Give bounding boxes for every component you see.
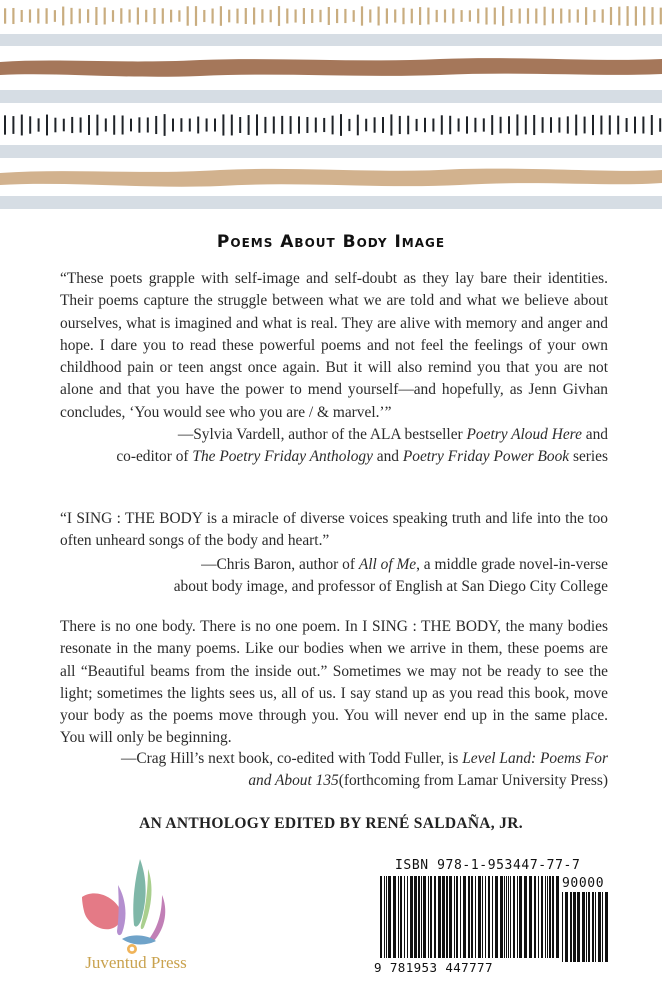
tick-mark [643,7,645,26]
tick-mark [436,10,438,22]
tick-mark [382,117,384,133]
tick-mark [474,118,476,132]
top-grey-band-2 [0,90,662,103]
barcode-bar [423,876,426,958]
tick-mark [394,9,396,22]
tick-mark [449,116,451,134]
barcode-bar [380,876,382,958]
tick-mark [560,9,562,24]
tick-mark [552,8,554,23]
tick-mark [617,116,619,135]
barcode-bar [573,892,576,962]
barcode-bar [384,876,385,958]
tick-mark [577,9,579,22]
tick-mark [461,10,463,22]
tick-mark [609,115,611,134]
tick-mark [29,116,31,133]
barcode-bar [547,876,548,958]
tick-mark [29,9,31,22]
barcode-bar [430,876,432,958]
tick-mark [344,9,346,23]
tick-mark [469,10,471,21]
tick-mark [357,115,359,136]
tick-mark [137,7,139,24]
book-title: Level Land: Poems For [462,750,608,767]
tick-mark [602,9,604,22]
barcode-bar [577,892,580,962]
barcode-bar [500,876,503,958]
tick-mark [416,119,418,131]
attr-text: series [569,448,608,466]
barcode-bar [541,876,543,958]
tick-mark [508,116,510,134]
barcode-bar [524,876,527,958]
barcode-bar [504,876,505,958]
tick-mark [253,7,255,24]
tick-mark [112,10,114,22]
barcode-bar [418,876,420,958]
barcode-bar [386,876,387,958]
barcode-bar [449,876,452,958]
book-title: Poetry Friday Power Book [402,448,570,466]
tick-mark [575,115,577,136]
tick-mark [164,114,166,136]
barcode-bar [475,876,476,958]
tick-mark [533,115,535,135]
tick-mark [21,115,23,136]
tick-mark [70,8,72,24]
barcode-bar [400,876,402,958]
tick-mark [483,118,485,131]
publisher-name: Juventud Press [85,953,187,972]
tick-mark [458,118,460,131]
tick-mark [494,8,496,25]
barcode-bar [529,876,532,958]
tick-mark [122,115,124,134]
tick-mark [519,9,521,24]
attribution-vardell [48,424,608,469]
book-title: and About 135 [248,772,339,790]
tick-mark [212,9,214,24]
tick-mark [95,7,97,25]
attribution-hill [48,748,608,793]
barcode-bar [454,876,455,958]
barcode-bar [588,892,590,962]
brown-brush-stripe [0,54,662,80]
barcode-bar [434,876,436,958]
tick-mark [130,119,132,132]
tick-mark [618,7,620,26]
tick-mark [71,117,73,133]
tick-mark [12,116,14,134]
tick-mark [180,118,182,132]
blurb-hill: There is no one body. There is no one poem. In I SING : THE BODY, the many bodies resonate in the many poems. Like our bodies when we arrive in them, these poems are all “Beautiful beams from the inside out.” Sometimes we may not be ready to see the light; sometimes the lights sees us, all of us. I say stand up as you read this book, move your body as the poems move through you. You will never end up in the same place. You will only be beginning. [60,618,608,747]
tick-mark [298,116,300,133]
tick-mark [558,117,560,132]
tick-mark [651,115,653,135]
tick-mark [261,9,263,23]
isbn-label: ISBN 978-1-953447-77-7 [395,858,581,873]
dark-tick-stripe [0,110,662,138]
tick-mark [424,118,426,132]
tick-mark [46,8,48,24]
barcode-bar [595,892,596,962]
tick-mark [79,9,81,24]
tick-mark [189,119,191,132]
tan-tick-stripe [0,0,662,32]
tick-mark [63,119,65,132]
tick-mark [245,8,247,24]
tick-mark [525,116,527,135]
barcode-bar [492,876,493,958]
tick-mark [527,8,529,23]
tick-mark [273,116,275,133]
tick-mark [402,8,404,24]
tick-mark [585,7,587,25]
barcode-bar [519,876,522,958]
barcode-bar [398,876,399,958]
tick-mark [407,116,409,135]
price-barcode [562,892,612,962]
barcode-bar [556,876,559,958]
barcode-bar [388,876,391,958]
tick-mark [170,10,172,23]
barcode-bar [488,876,490,958]
tick-mark [502,6,504,26]
tick-mark [264,117,266,133]
barcode-bar [602,892,603,962]
tick-mark [104,8,106,25]
tick-mark [600,116,602,135]
attr-text: and [372,448,403,466]
tick-mark [441,115,443,134]
tick-mark [568,9,570,22]
barcode-digits: 9 781953 447777 [374,960,493,975]
tick-mark [328,7,330,25]
tick-mark [378,7,380,26]
tan-brush-stripe [0,164,662,190]
tick-mark [21,10,23,22]
book-title: All of Me [358,556,417,573]
tick-mark [281,116,283,134]
tick-mark [303,8,305,24]
barcode-bar [592,892,594,962]
tick-mark [491,115,493,135]
barcode-bar [598,892,601,962]
attr-text: and [581,426,608,443]
barcode-bar [421,876,422,958]
tick-mark [323,118,325,132]
tick-mark [361,6,363,25]
tick-mark [626,118,628,132]
barcode-bar [517,876,518,958]
barcode-bar [478,876,481,958]
tick-mark [96,115,98,136]
tick-mark [239,117,241,133]
tick-mark [220,6,222,26]
tick-mark [593,10,595,22]
barcode-bar [468,876,470,958]
attr-text: —Sylvia Vardell, author of the ALA bestseller [177,426,467,443]
tick-mark [635,6,637,25]
tick-mark [203,10,205,22]
attr-text: about body image, and professor of English at San Diego City College [173,578,608,596]
barcode-bar [393,876,396,958]
tick-mark [634,117,636,134]
tick-mark [365,119,367,132]
tick-mark [340,114,342,136]
tick-mark [80,117,82,132]
tick-mark [542,117,544,133]
tick-mark [248,115,250,135]
barcode-bar [407,876,408,958]
tick-mark [197,117,199,134]
tick-mark [550,117,552,133]
attribution-baron [48,554,608,599]
barcode-bar [565,892,568,962]
tick-mark [278,6,280,26]
barcode-bar [456,876,458,958]
tick-mark [419,7,421,25]
tick-mark [544,7,546,26]
tick-mark [659,118,661,132]
tick-mark [477,9,479,24]
tick-mark [138,117,140,132]
tick-mark [399,116,401,134]
tick-mark [567,116,569,133]
tick-mark [153,8,155,24]
tick-mark [286,8,288,23]
barcode-bar [549,876,551,958]
tick-mark [4,8,6,23]
top-grey-band-1 [0,34,662,46]
tick-mark [466,116,468,133]
barcode-bar [482,876,483,958]
attr-text: (forthcoming from Lamar University Press) [338,772,608,790]
tick-mark [535,9,537,24]
tick-mark [510,9,512,23]
tick-mark [642,117,644,134]
tick-mark [348,119,350,131]
barcode-bar [538,876,539,958]
attr-text: , a middle grade novel-in-verse [416,556,608,573]
tick-mark [231,115,233,136]
tick-mark [374,117,376,132]
tick-mark [54,118,56,133]
tick-mark [315,118,317,133]
barcode-bar [506,876,507,958]
tick-mark [353,10,355,22]
barcode-bar [495,876,498,958]
tick-mark [88,115,90,135]
tick-mark [147,117,149,132]
barcode-bar [605,892,608,962]
tick-mark [516,114,518,135]
barcode-bar [414,876,417,958]
tick-mark [172,119,174,132]
tick-mark [432,118,434,131]
tick-mark [256,114,258,135]
tick-mark [610,7,612,25]
tick-mark [46,115,48,136]
tick-mark [500,117,502,133]
tick-mark [214,119,216,132]
tick-mark [411,9,413,24]
barcode-bar [545,876,546,958]
tick-mark [113,115,115,134]
tick-mark [627,6,629,26]
tick-mark [162,8,164,23]
tick-mark [195,6,197,26]
barcode-bar [510,876,511,958]
barcode-bar [442,876,445,958]
tick-mark [390,114,392,135]
tick-mark [306,117,308,133]
tick-mark [386,8,388,23]
barcode-bar [513,876,515,958]
editor-credit: AN ANTHOLOGY EDITED BY RENÉ SALDAÑA, JR. [139,815,523,832]
tick-mark [12,8,14,24]
tick-mark [236,9,238,24]
barcode-bar [410,876,413,958]
blurb-baron: “I SING : THE BODY is a miracle of diverse voices speaking truth and life into the too often unheard songs of the body and heart.” [60,510,608,550]
tick-mark [178,10,180,21]
barcode-bar [485,876,486,958]
tick-mark [87,9,89,23]
tick-mark [332,116,334,135]
tick-mark [4,115,6,134]
tick-mark [145,10,147,22]
tick-mark [62,7,64,26]
tick-mark [427,8,429,25]
tick-mark [38,118,40,131]
tick-mark [155,116,157,134]
price-code: 90000 [562,876,605,891]
attr-text: —Chris Baron, author of [201,556,359,573]
tick-mark [105,118,107,131]
tick-mark [452,8,454,23]
attr-text: co-editor of [116,448,193,466]
tick-mark [37,9,39,24]
top-grey-band-3 [0,145,662,158]
barcode-bar [570,892,572,962]
tick-mark [311,9,313,23]
barcode-bar [552,876,554,958]
blurb-vardell: “These poets grapple with self-image and self-doubt as they lay bare their identities. Their poems capture the struggle between what we are told and what we believe about ourselves, what is imagined and what is real. They are alive with memory and anger and hope. I dare you to read these powerful poems and not feel the feelings of your own childhood pain or teen angst once again. But it will also remind you that you are not alone and that you have the power to mend yourself—and hopefully, as Jenn Givhan concludes, ‘You would see who you are / & marvel.’” [60,270,608,421]
book-title: The Poetry Friday Anthology [192,448,373,466]
tick-mark [444,9,446,22]
tick-mark [369,9,371,22]
barcode-bar [438,876,441,958]
tick-mark [592,115,594,135]
barcode-bar [586,892,587,962]
tick-mark [336,9,338,23]
barcode-bar [463,876,466,958]
tick-mark [120,8,122,23]
barcode-bar [508,876,509,958]
tick-mark [129,9,131,22]
tick-mark [187,6,189,25]
tick-mark [584,117,586,134]
book-title: Poetry Aloud Here [466,426,582,443]
section-heading: Poems About Body Image [216,232,446,252]
tick-mark [485,7,487,24]
barcode-bar [446,876,448,958]
tick-mark [319,10,321,22]
tick-mark [651,7,653,25]
top-grey-band-4 [0,196,662,209]
isbn-barcode [380,876,560,958]
barcode-bar [471,876,473,958]
barcode-bar [582,892,585,962]
tick-mark [54,10,56,22]
barcode-bar [404,876,405,958]
barcode-bar [562,892,563,962]
tick-mark [295,9,297,22]
tick-mark [206,118,208,131]
barcode-bar [428,876,429,958]
barcode-bar [534,876,536,958]
tick-mark [270,10,272,23]
barcode-bar [460,876,461,958]
attr-text: —Crag Hill’s next book, co-edited with Todd Fuller, is [120,750,463,767]
tick-mark [290,116,292,134]
tick-mark [228,10,230,23]
tick-mark [222,114,224,135]
